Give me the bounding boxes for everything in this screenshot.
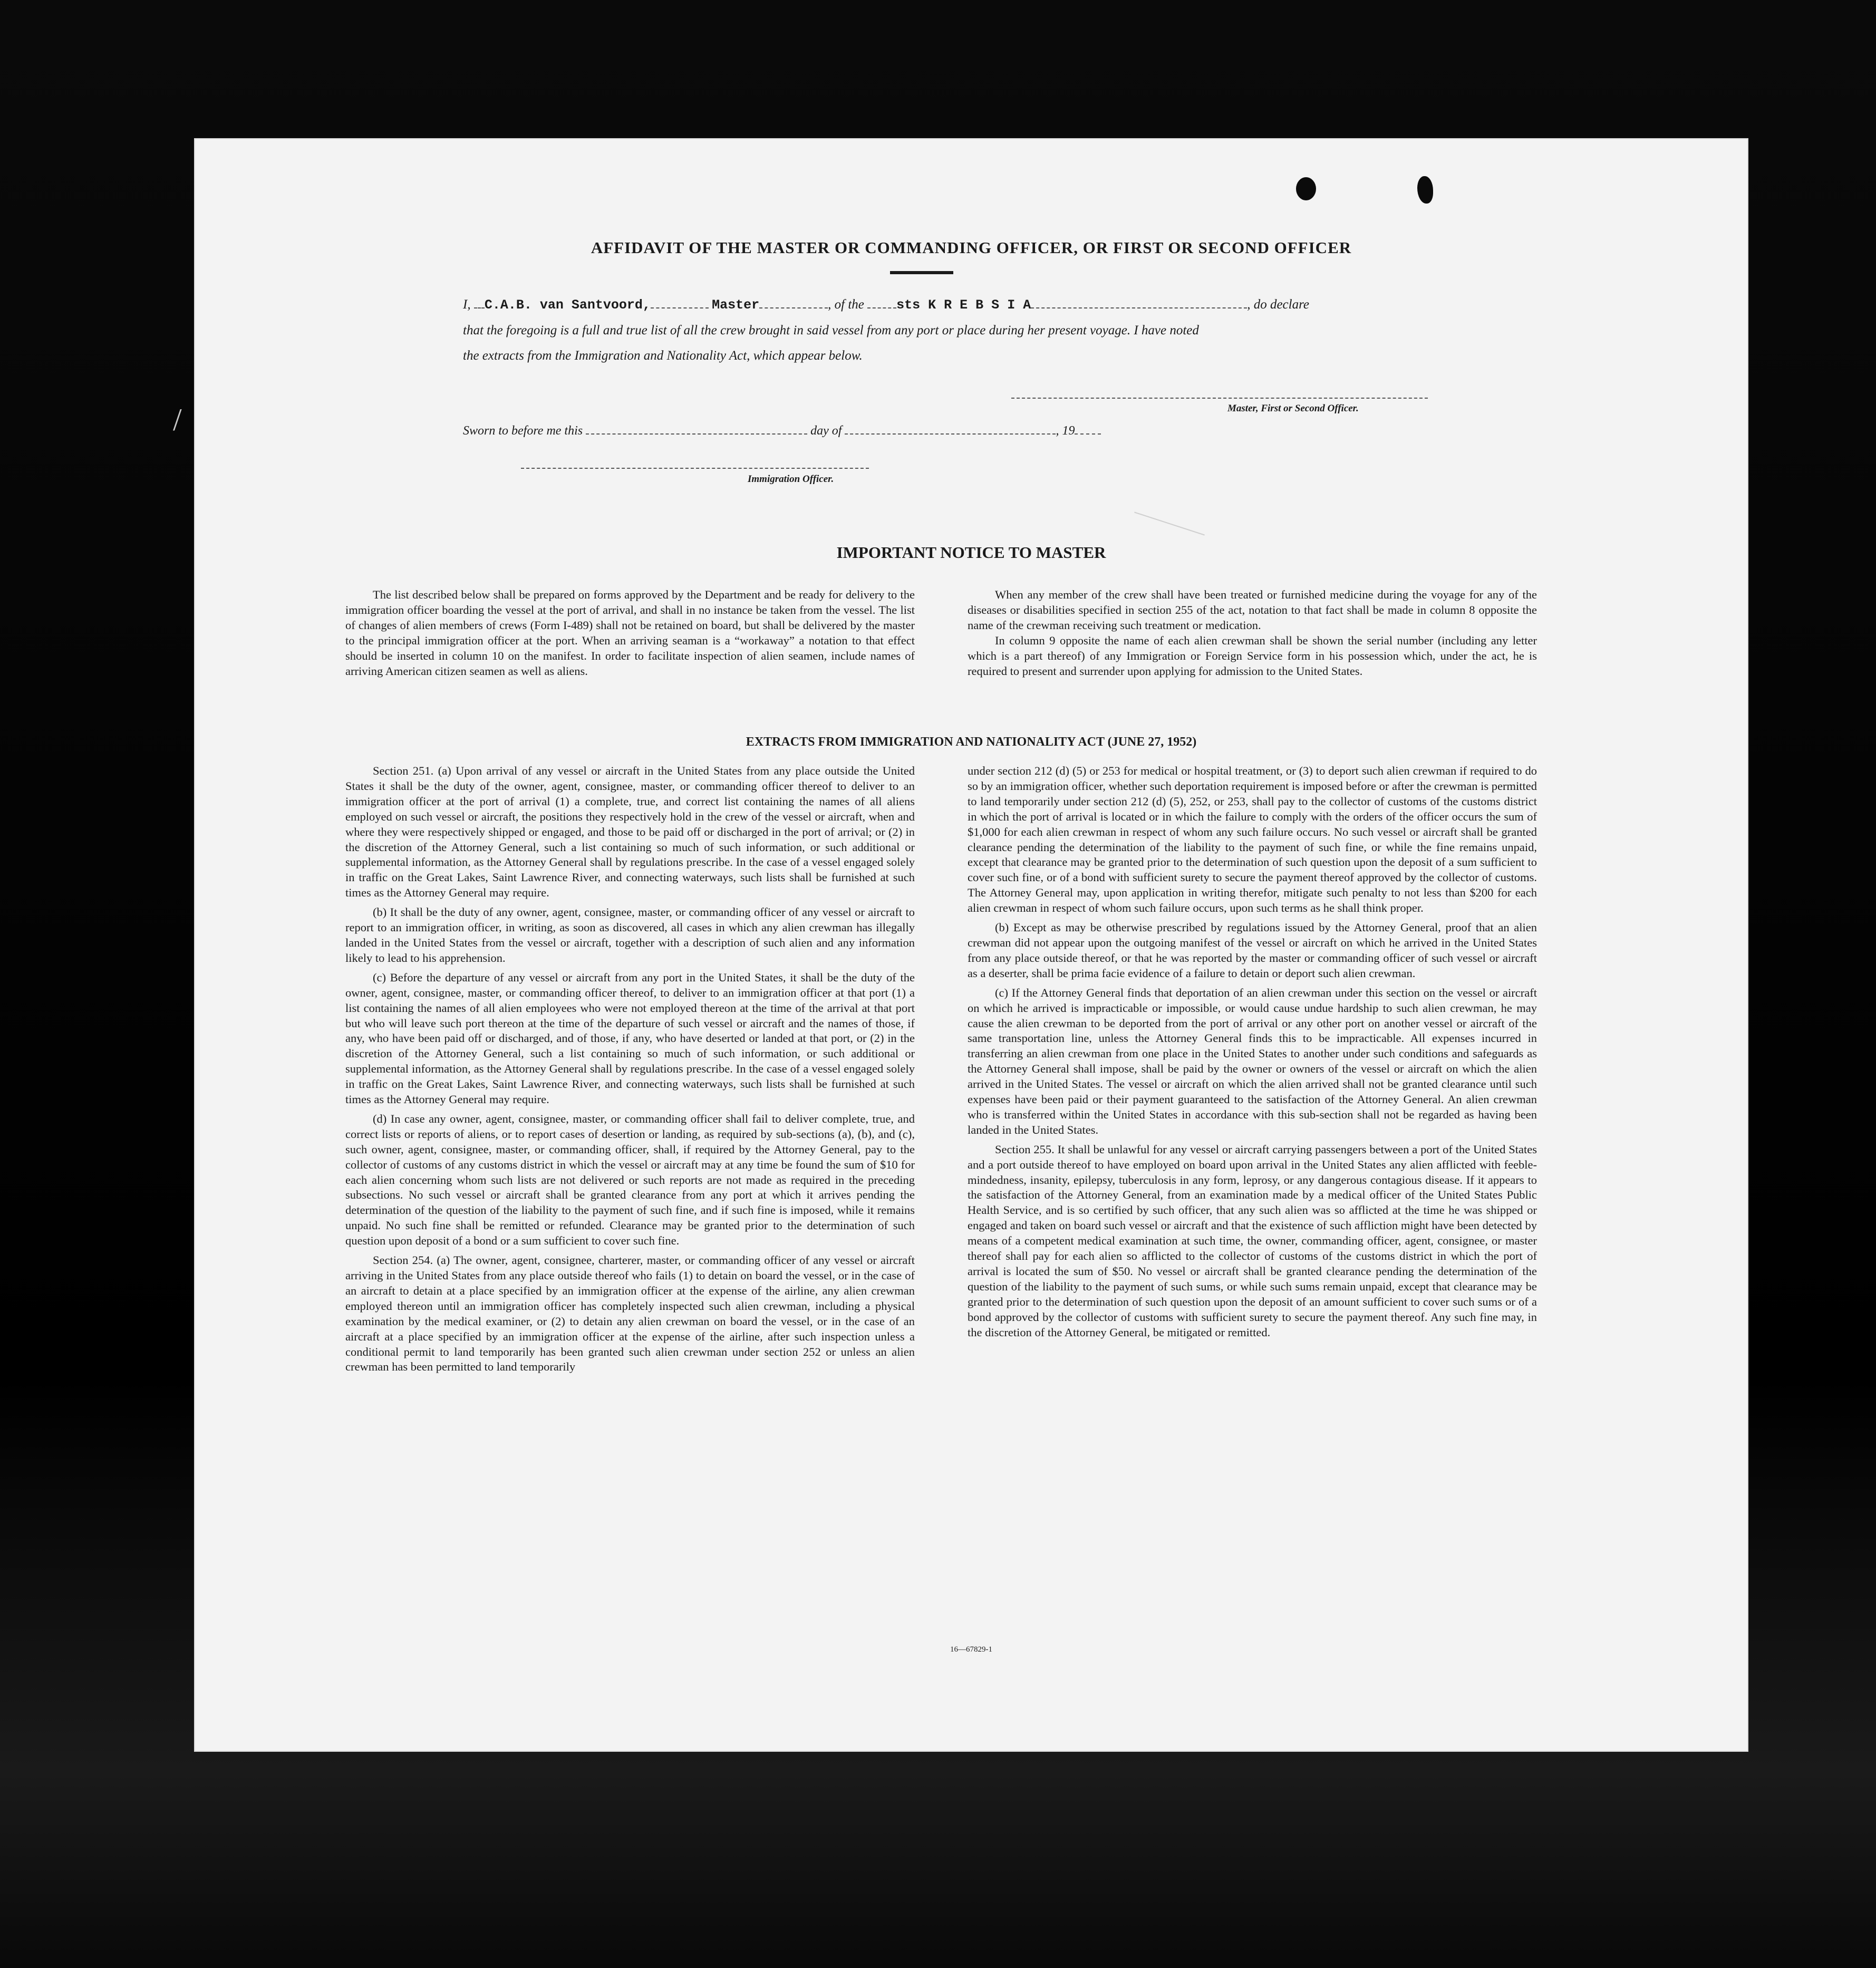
notice-paragraph: When any member of the crew shall have been treated or furnished medicine during the voyage for any of the diseases or disabilities specified in section 255 of the act, notation to that fact shall be made in column 8 opposite the name of the crewman receiving such treatment or medication.	[968, 588, 1537, 632]
vessel-name-field[interactable]: sts K R E B S I A	[896, 297, 1031, 313]
master-signature-caption: Master, First or Second Officer.	[1227, 403, 1359, 414]
title-underline	[890, 271, 953, 274]
of-the-text: , of the	[828, 297, 864, 312]
section-254c-paragraph: (c) If the Attorney General finds that deportation of an alien crewman under this section on the vessel or aircraft on which he arrived is impracticable or impossible, or would cause undue hardship to such alien crewman, he may cause the alien crewman to be deported from the port of arrival or any other port on another vessel or aircraft of the same transportation line, unless the Attorney General finds this to be impracticable. All expenses incurred in transferring an alien crewman from one place in the United States to another under such conditions and safeguards as the Attorney General shall impose, shall be paid by the owner or owners of the vessel or aircraft on which the alien arrived in the United States. The vessel or aircraft on which the alien arrived shall not be granted clearance until such expenses have been paid or their payment guaranteed to the satisfaction of the Attorney General. An alien crewman who is transferred within the United States in accordance with this sub-section shall not be regarded as having been landed in the United States.	[968, 986, 1537, 1136]
section-251d-paragraph: (d) In case any owner, agent, consignee, master, or commanding officer shall fail to deliver complete, true, and correct lists or reports of aliens, or to report cases of desertion or landing, as required by sub-sections (a), (b), and (c), such owner, agent, consignee, master, or commanding officer, shall, if required by the Attorney General, pay to the collector of customs of any customs district in which the vessel or aircraft may at any time be found the sum of $10 for each alien concerning whom such lists are not delivered or such reports are not made as required in the preceding subsections. No such vessel or aircraft shall be granted clearance from any port at which it arrives pending the determination of the question of the liability to the payment of such fine, and if such fine is imposed, while it remains unpaid. No such fine shall be remitted or refunded. Clearance may be granted prior to the determination of such question upon deposit of a bond or a sum sufficient to cover such fine.	[345, 1112, 915, 1248]
month-field[interactable]	[845, 423, 1056, 435]
officer-signature-caption: Immigration Officer.	[748, 474, 834, 485]
declaration-block	[463, 292, 1491, 369]
punch-hole-left	[1296, 177, 1316, 200]
rank-field[interactable]: Master	[712, 297, 760, 313]
master-signature-line[interactable]	[1011, 398, 1428, 399]
notice-right-column	[968, 587, 1537, 683]
notice-paragraph: The list described below shall be prepared on forms approved by the Department and be ready for delivery to the immigration officer boarding the vessel at the port of arrival, and shall in no instance be taken from the vessel. The list of changes of alien members of crews (Form I-489) shall not be retained on board, but shall be delivered by the master to the principal immigration officer at the port. When an arriving seaman is a “workaway” a notation to that effect should be inserted in column 10 on the manifest. In order to facilitate inspection of alien seamen, include names of arriving American citizen seamen as well as aliens.	[345, 588, 915, 678]
form-code: 16—67829-1	[950, 1645, 992, 1654]
pre-name-text: I,	[463, 297, 471, 312]
document-page	[173, 138, 1748, 1752]
dash-fill	[651, 297, 709, 308]
dash-fill	[1031, 297, 1247, 308]
sworn-label: Sworn to before me this	[463, 424, 583, 438]
extracts-right-column	[968, 764, 1537, 1345]
officer-signature-line[interactable]	[521, 468, 869, 469]
declaration-line-1	[463, 292, 1491, 318]
sworn-line	[463, 423, 1101, 438]
section-251b-paragraph: (b) It shall be the duty of any owner, agent, consignee, master, or commanding officer of any vessel or aircraft to report to an immigration officer, in writing, as soon as discovered, all cases in which any alien crewman has illegally landed in the United States from the vessel or aircraft, together with a description of such alien and any information likely to lead to his apprehension.	[345, 905, 915, 964]
notice-paragraph: In column 9 opposite the name of each alien crewman shall be shown the serial number (including any letter which is a part thereof) of any Immigration or Foreign Service form in his possession which, under the act, he is required to present and surrender upon applying for admission to the United States.	[968, 633, 1537, 678]
dash-fill	[867, 297, 896, 308]
do-declare-text: , do declare	[1247, 297, 1309, 312]
notice-heading: IMPORTANT NOTICE TO MASTER	[836, 543, 1106, 562]
master-name-field[interactable]: C.A.B. van Santvoord,	[484, 297, 651, 313]
notice-left-column	[345, 587, 915, 683]
section-254a-paragraph: Section 254. (a) The owner, agent, consignee, charterer, master, or commanding officer of any vessel or aircraft arriving in the United States from any place outside thereof who fails (1) to detain on board the vessel, or in the case of an aircraft to detain at a place specified by an immigration officer at the expense of the airline, any alien crewman employed thereon until an immigration officer has completely inspected such alien crewman, including a physical examination by the medical examiner, or (2) to detain any alien crewman on board the vessel, or in the case of an aircraft at a place specified by an immigration officer at the expense of the airline, after such inspection unless a conditional permit to land temporarily has been granted such alien crewman under section 252 or unless an alien crewman has been permitted to land temporarily	[345, 1253, 915, 1374]
year-label: , 19	[1056, 424, 1075, 438]
section-255-paragraph: Section 255. It shall be unlawful for any vessel or aircraft carrying passengers between a port of the United States and a port outside thereof to have employed on board upon arrival in the United States any alien afflicted with feeble-mindedness, insanity, epilepsy, tuberculosis in any form, leprosy, or any dangerous contagious disease. If it appears to the satisfaction of the Attorney General, from an examination made by a medical officer of the United States Public Health Service, and is so certified by such officer, that any such alien was so afflicted at the time he was shipped or engaged and taken on board such vessel or aircraft and that the existence of such affliction might have been detected by means of a competent medical examination at such time, the owner, commanding officer, agent, consignee, or master thereof shall pay for each alien so afflicted to the collector of customs of the customs district in which the port of arrival is located the sum of $50. No vessel or aircraft shall be granted clearance pending the determination of the question of the liability to the payment of such sums, or while such sums remain unpaid, except that clearance may be granted prior to the determination of such question upon the deposit of an amount sufficient to cover such sums or of a bond approved by the collector of customs with sufficient surety to secure the payment thereof. Any such fine may, in the discretion of the Attorney General, be mitigated or remitted.	[968, 1142, 1537, 1339]
year-field[interactable]	[1075, 423, 1101, 435]
faint-mark	[1134, 512, 1205, 535]
dash-fill	[474, 297, 485, 308]
section-251a-paragraph: Section 251. (a) Upon arrival of any vessel or aircraft in the United States from any place outside the United States it shall be the duty of the owner, agent, consignee, master, or commanding officer thereof to deliver to an immigration officer at the port of arrival (1) a complete, true, and correct list containing the names of all aliens employed on such vessel or aircraft, the positions they respectively hold in the crew of the vessel or aircraft, when and where they were respectively shipped or engaged, and those to be paid off or discharged in the port of arrival; or (2) in the discretion of the Attorney General, such a list containing so much of such information, or such additional or supplemental information, as the Attorney General shall by regulations prescribe. In the case of a vessel engaged solely in traffic on the Great Lakes, Saint Lawrence River, and connecting waterways, such lists shall be furnished at such times as the Attorney General may require.	[345, 764, 915, 900]
margin-pencil-mark: /	[173, 402, 182, 437]
section-254b-paragraph: (b) Except as may be otherwise prescribed by regulations issued by the Attorney General, proof that an alien crewman did not appear upon the outgoing manifest of the vessel or aircraft on which he arrived in the United States from any place outside thereof, or that he was reported by the master or commanding officer of such vessel or aircraft as a deserter, shall be prima facie evidence of a failure to detain or deport such alien crewman.	[968, 921, 1537, 980]
punch-hole-right	[1417, 176, 1433, 204]
sworn-date-field[interactable]	[586, 423, 807, 435]
section-251c-paragraph: (c) Before the departure of any vessel or aircraft from any port in the United States, it shall be the duty of the owner, agent, consignee, master, or commanding officer thereof, to deliver to an immigration officer at that port (1) a list containing the names of all alien employees who were not employed thereon at the time of the arrival at that port but who will leave such port thereon at the time of the departure of such vessel or aircraft and the names of those, if any, who have been paid off or discharged, and of those, if any, who have deserted or landed at that port, or (2) in the discretion of the Attorney General, such a list containing so much of such information, or such additional or supplemental information, as the Attorney General shall by regulations prescribe. In the case of a vessel engaged solely in traffic on the Great Lakes, Saint Lawrence River, and connecting waterways, such lists shall be furnished at such times as the Attorney General may require.	[345, 970, 915, 1106]
affidavit-title: AFFIDAVIT OF THE MASTER OR COMMANDING OFFICER, OR FIRST OR SECOND OFFICER	[591, 238, 1352, 257]
extracts-left-column	[345, 764, 915, 1379]
extracts-heading: EXTRACTS FROM IMMIGRATION AND NATIONALITY ACT (JUNE 27, 1952)	[746, 735, 1197, 749]
declaration-line-2: that the foregoing is a full and true list of all the crew brought in said vessel from any port or place during her present voyage. I have noted	[463, 323, 1199, 337]
section-254a-continued-paragraph: under section 212 (d) (5) or 253 for medical or hospital treatment, or (3) to deport such alien crewman if required to do so by an immigration officer, whether such deportation requirement is imposed before or after the crewman is permitted to land temporarily under section 212 (d) (5), 252, or 253, shall pay to the collector of customs of the customs district in which the port of arrival is located or in which the failure to comply with the orders of the officer occurs the sum of $1,000 for each alien crewman in respect of whom any such failure occurs. No such vessel or aircraft shall be granted clearance pending the determination of the liability to the payment of such fine, or while the fine remains unpaid, except that clearance may be granted prior to the determination of such question upon the deposit of a sum sufficient to cover such fine, or of a bond with sufficient surety to secure the payment thereof approved by the collector of customs. The Attorney General may, upon application in writing therefor, mitigate such penalty to not less than $200 for each alien crewman in respect of whom such failure occurs, upon such terms as he shall think proper.	[968, 764, 1537, 915]
dash-fill	[759, 297, 828, 308]
day-label: day of	[810, 424, 842, 438]
declaration-line-3: the extracts from the Immigration and Nationality Act, which appear below.	[463, 349, 863, 363]
